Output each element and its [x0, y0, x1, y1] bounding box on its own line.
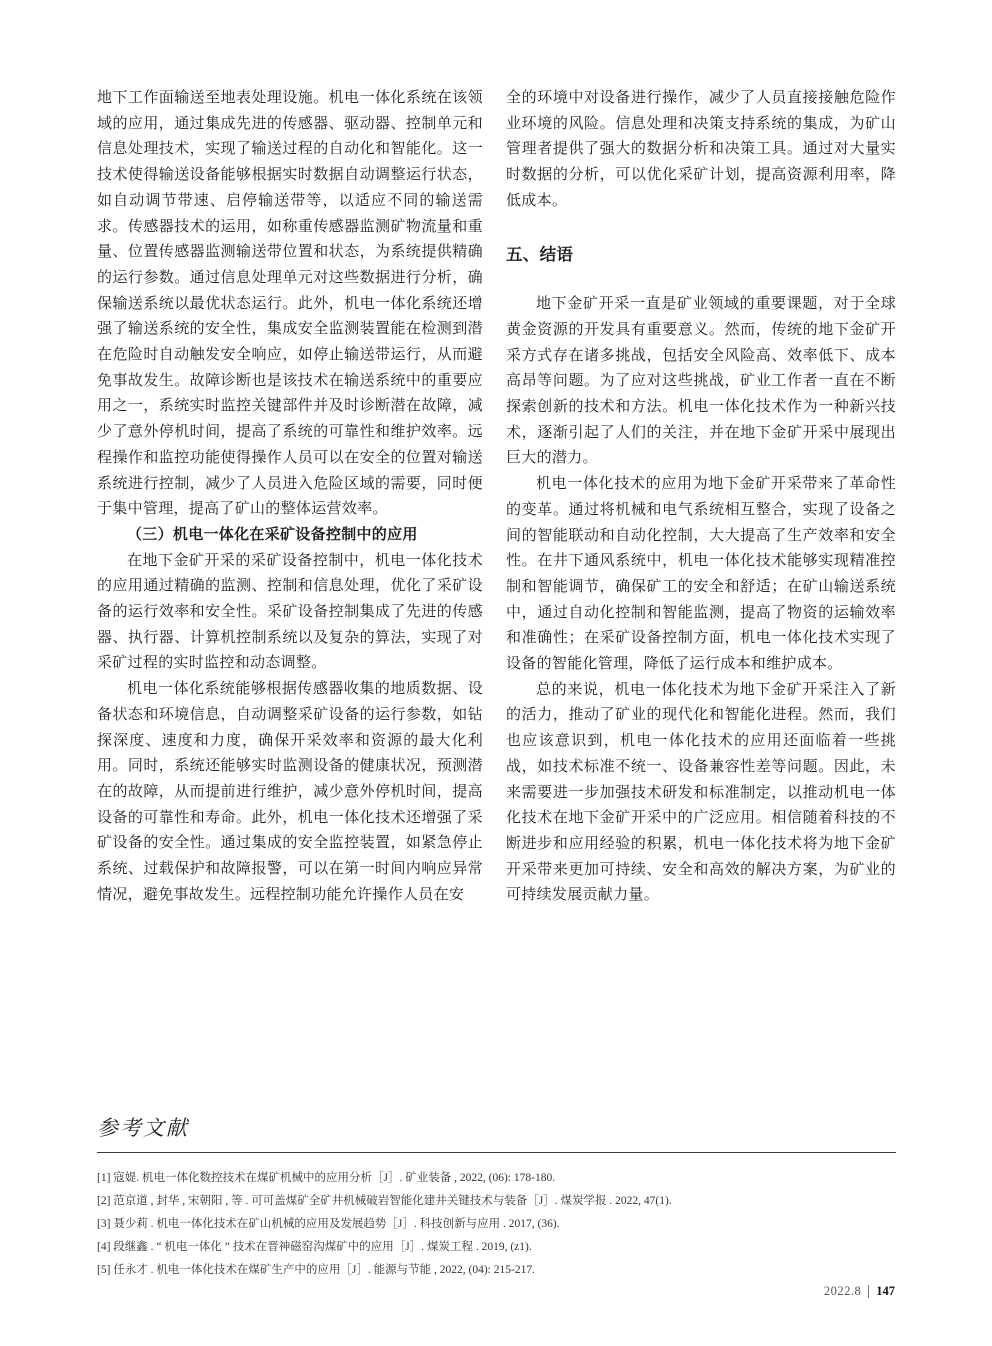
right-column [506, 86, 896, 909]
footer-page-number: 147 [876, 1284, 895, 1298]
paragraph-safety-continuation: 全的环境中对设备进行操作，减少了人员直接接触危险作业环境的风险。信息处理和决策支持系统的集成，为矿山管理者提供了强大的数据分析和决策工具。通过对大量实时数据的分析，可以优化采矿计划，提高资源利用率，降低成本。 [506, 90, 896, 209]
subsection-heading-mining-equipment-control: （三）机电一体化在采矿设备控制中的应用 [127, 526, 418, 543]
section-heading-conclusion: 五、结语 [506, 244, 574, 264]
paragraph-conclusion-background: 地下金矿开采一直是矿业领域的重要课题，对于全球黄金资源的开发具有重要意义。然而，传统的地下金矿开采方式存在诸多挑战，包括安全风险高、效率低下、成本高昂等问题。为了应对这些挑战，矿业工作者一直在不断探索创新的技术和方法。机电一体化技术作为一种新兴技术，逐渐引起了人们的关注，并在地下金矿开采中展现出巨大的潜力。 [506, 296, 896, 467]
reference-item: [4] 段继鑫 . “ 机电一体化 ” 技术在晋神磁窑沟煤矿中的应用［J］. 煤炭工程 . 2019, (z1). [97, 1241, 532, 1253]
paragraph-conveying-continuation: 地下工作面输送至地表处理设施。机电一体化系统在该领域的应用，通过集成先进的传感器、驱动器、控制单元和信息处理技术，实现了输送过程的自动化和智能化。这一技术使得输送设备能够根据实时数据自动调整运行状态，如自动调节带速、启停输送带等，以适应不同的输送需求。传感器技术的运用，如称重传感器监测矿物流量和重量、位置传感器监测输送带位置和状态，为系统提供精确的运行参数。通过信息处理单元对这些数据进行分析，确保输送系统以最优状态运行。此外，机电一体化系统还增强了输送系统的安全性，集成安全监测装置能在检测到潜在危险时自动触发安全响应，如停止输送带运行，从而避免事故发生。故障诊断也是该技术在输送系统中的重要应用之一，系统实时监控关键部件并及时诊断潜在故障，减少了意外停机时间，提高了系统的可靠性和维护效率。远程操作和监控功能使得操作人员可以在安全的位置对输送系统进行控制，减少了人员进入危险区域的需要，同时便于集中管理，提高了矿山的整体运营效率。 [97, 90, 483, 518]
left-column [97, 86, 483, 909]
page-footer [824, 1284, 895, 1299]
paragraph-equipment-control-intro: 在地下金矿开采的采矿设备控制中，机电一体化技术的应用通过精确的监测、控制和信息处理，优化了采矿设备的运行效率和安全性。采矿设备控制集成了先进的传感器、执行器、计算机控制系统以及复杂的算法，实现了对采矿过程的实时监控和动态调整。 [97, 552, 483, 672]
footer-issue-label: 2022.8 [823, 1284, 862, 1298]
footer-separator [868, 1285, 869, 1298]
references-section [97, 1112, 896, 1282]
references-divider [97, 1152, 896, 1153]
paragraph-equipment-control-detail: 机电一体化系统能够根据传感器收集的地质数据、设备状态和环境信息，自动调整采矿设备的运行参数，如钻探深度、速度和力度，确保开采效率和资源的最大化利用。同时，系统还能够实时监测设备的健康状况，预测潜在的故障，从而提前进行维护，减少意外停机时间，提高设备的可靠性和寿命。此外，机电一体化技术还增强了采矿设备的安全性。通过集成的安全监控装置，如紧急停止系统、过载保护和故障报警，可以在第一时间内响应异常情况，避免事故发生。远程控制功能允许操作人员在安 [97, 681, 483, 903]
reference-item: [3] 聂少莉 . 机电一体化技术在矿山机械的应用及发展趋势［J］. 科技创新与应用 . 2017, (36). [97, 1218, 560, 1230]
reference-item: [2] 范京道 , 封华 , 宋朝阳 , 等 . 可可盖煤矿全矿井机械破岩智能化建井关键技术与装备［J］. 煤炭学报 . 2022, 47(1). [97, 1195, 672, 1207]
references-heading: 参考文献 [97, 1116, 189, 1140]
paragraph-conclusion-applications: 机电一体化技术的应用为地下金矿开采带来了革命性的变革。通过将机械和电气系统相互整合，实现了设备之间的智能联动和自动化控制，大大提高了生产效率和安全性。在井下通风系统中，机电一体化技术能够实现精准控制和智能调节，确保矿工的安全和舒适；在矿山输送系统中，通过自动化控制和智能监测，提高了物资的运输效率和准确性；在采矿设备控制方面，机电一体化技术实现了设备的智能化管理，降低了运行成本和维护成本。 [506, 476, 896, 673]
reference-item: [1] 寇媞. 机电一体化数控技术在煤矿机械中的应用分析［J］. 矿业装备 , 2022, (06): 178-180. [97, 1172, 556, 1184]
paragraph-conclusion-outlook: 总的来说，机电一体化技术为地下金矿开采注入了新的活力，推动了矿业的现代化和智能化进程。然而，我们也应该意识到，机电一体化技术的应用还面临着一些挑战，如技术标准不统一、设备兼容性差等问题。因此，未来需要进一步加强技术研发和标准制定，以推动机电一体化技术在地下金矿开采中的广泛应用。相信随着科技的不断进步和应用经验的积累，机电一体化技术将为地下金矿开采带来更加可持续、安全和高效的解决方案，为矿业的可持续发展贡献力量。 [506, 681, 896, 904]
reference-item: [5] 任永才 . 机电一体化技术在煤矿生产中的应用［J］. 能源与节能 , 2022, (04): 215-217. [97, 1264, 535, 1276]
